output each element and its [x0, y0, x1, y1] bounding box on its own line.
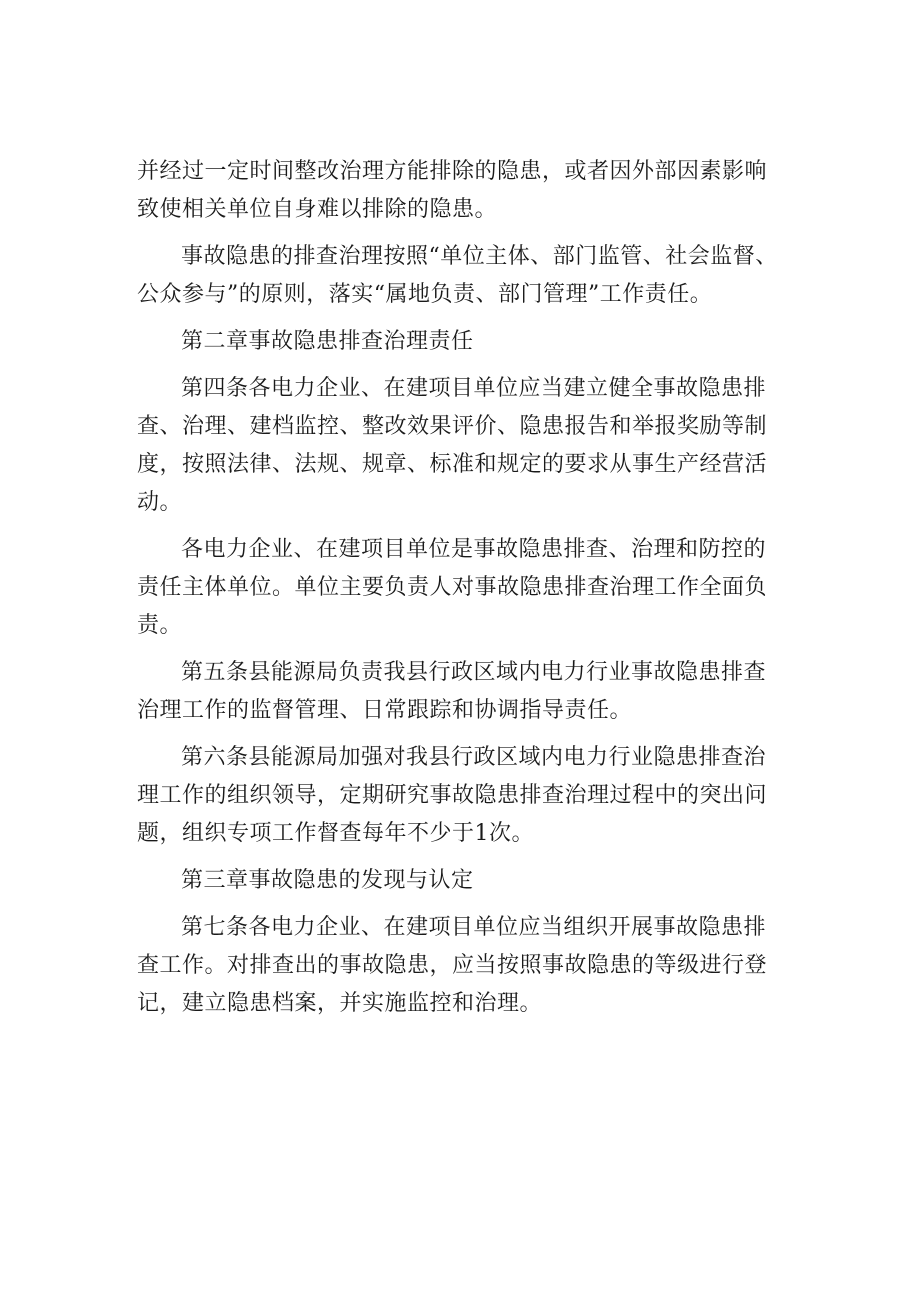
article-7	[137, 909, 797, 1023]
text-line: 责。	[137, 613, 183, 638]
text-line: 责任主体单位。单位主要负责人对事故隐患排查治理工作全面负	[137, 575, 768, 600]
article-6	[137, 739, 797, 853]
text-line: 事故隐患的排查治理按照“单位主体、部门监管、社会监督、	[181, 244, 778, 269]
text-line: 第五条县能源局负责我县行政区域内电力行业事故隐患排查	[181, 660, 767, 685]
text-line: 第四条各电力企业、在建项目单位应当建立健全事故隐患排	[181, 376, 767, 401]
text-line: 治理工作的监督管理、日常跟踪和协调指导责任。	[137, 698, 633, 723]
document-body	[137, 153, 797, 1032]
text-line: 致使相关单位自身难以排除的隐患。	[137, 197, 498, 222]
text-line: 记，建立隐患档案，并实施监控和治理。	[137, 991, 543, 1016]
chapter-heading-2	[137, 323, 797, 361]
article-5	[137, 654, 797, 730]
text-line: 公众参与”的原则，落实“属地负责、部门管理”工作责任。	[137, 282, 713, 307]
text-line: 各电力企业、在建项目单位是事故隐患排查、治理和防控的	[181, 537, 767, 562]
paragraph-responsibility	[137, 531, 797, 645]
heading-text: 第二章事故隐患排查治理责任	[181, 329, 474, 354]
chapter-heading-3	[137, 862, 797, 900]
text-line: 查工作。对排查出的事故隐患，应当按照事故隐患的等级进行登	[137, 953, 768, 978]
text-line: 第七条各电力企业、在建项目单位应当组织开展事故隐患排	[181, 915, 767, 940]
text-line: 理工作的组织领导，定期研究事故隐患排查治理过程中的突出问	[137, 783, 768, 808]
text-line: 度，按照法律、法规、规章、标准和规定的要求从事生产经营活	[137, 452, 768, 477]
article-4	[137, 370, 797, 522]
text-line: 并经过一定时间整改治理方能排除的隐患，或者因外部因素影响	[137, 159, 768, 184]
text-line: 动。	[137, 490, 183, 515]
heading-text: 第三章事故隐患的发现与认定	[181, 868, 474, 893]
paragraph-principle	[137, 238, 797, 314]
text-line: 题，组织专项工作督查每年不少于1次。	[137, 821, 534, 846]
paragraph-continuation	[137, 153, 797, 229]
text-line: 查、治理、建档监控、整改效果评价、隐患报告和举报奖励等制	[137, 414, 768, 439]
text-line: 第六条县能源局加强对我县行政区域内电力行业隐患排查治	[181, 745, 767, 770]
